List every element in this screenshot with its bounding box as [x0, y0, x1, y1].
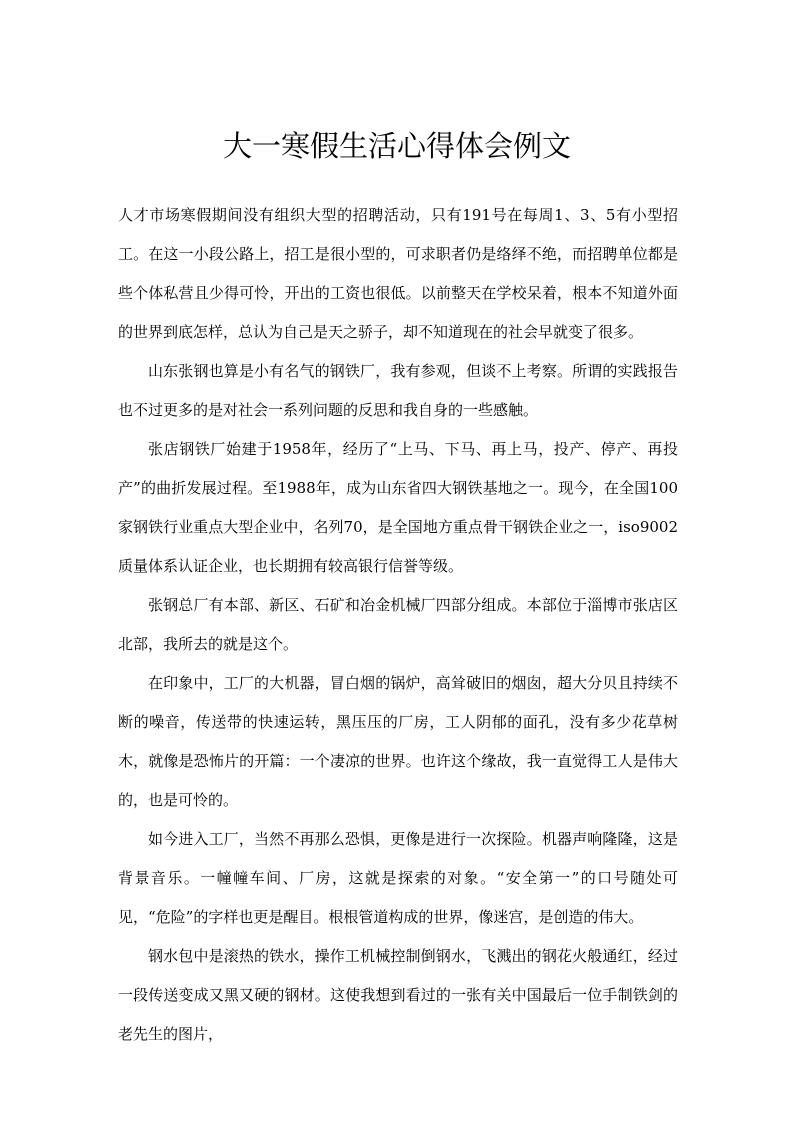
paragraph-entering-factory: 如今进入工厂，当然不再那么恐惧，更像是进行一次探险。机器声响隆隆，这是背景音乐。一幢幢车间、厂房，这就是探索的对象。“安全第一”的口号随处可见，“危险”的字样也更是醒目。根根管道构成的世界，像迷宫，是创造的伟大。 — [118, 830, 678, 926]
paragraph-talent-market: 人才市场寒假期间没有组织大型的招聘活动，只有191号在每周1、3、5有小型招工。在这一小段公路上，招工是很小型的，可求职者仍是络绎不绝，而招聘单位都是些个体私营且少得可怜，开出的工资也很低。以前整天在学校呆着，根本不知道外面的世界到底怎样，总认为自己是天之骄子，却不知道现在的社会早就变了很多。 — [118, 206, 678, 341]
paragraph-impression: 在印象中，工厂的大机器，冒白烟的锅炉，高耸破旧的烟囱，超大分贝且持续不断的噪音，传送带的快速运转，黑压压的厂房，工人阴郁的面孔，没有多少花草树木，就像是恐怖片的开篇：一个凄凉的世界。也许这个缘故，我一直觉得工人是伟大的，也是可怜的。 — [118, 674, 678, 809]
paragraph-factory-history: 张店钢铁厂始建于1958年，经历了“上马、下马、再上马，投产、停产、再投产”的曲折发展过程。至1988年，成为山东省四大钢铁基地之一。现今，在全国100家钢铁行业重点大型企业中，名列70，是全国地方重点骨干钢铁企业之一，iso9002质量体系认证企业，也长期拥有较高银行信誉等级。 — [118, 440, 678, 575]
paragraph-molten-steel: 钢水包中是滚热的铁水，操作工机械控制倒钢水，飞溅出的钢花火般通红，经过一段传送变成又黑又硬的钢材。这使我想到看过的一张有关中国最后一位手制铁剑的老先生的图片， — [118, 947, 678, 1043]
paragraph-factory-parts: 张钢总厂有本部、新区、石矿和冶金机械厂四部分组成。本部位于淄博市张店区北部，我所去的就是这个。 — [118, 596, 678, 653]
paragraph-shandong-steel: 山东张钢也算是小有名气的钢铁厂，我有参观，但谈不上考察。所谓的实践报告也不过更多的是对社会一系列问题的反思和我自身的一些感触。 — [118, 362, 678, 419]
document-title: 大一寒假生活心得体会例文 — [222, 129, 571, 163]
document-body — [118, 196, 678, 1054]
